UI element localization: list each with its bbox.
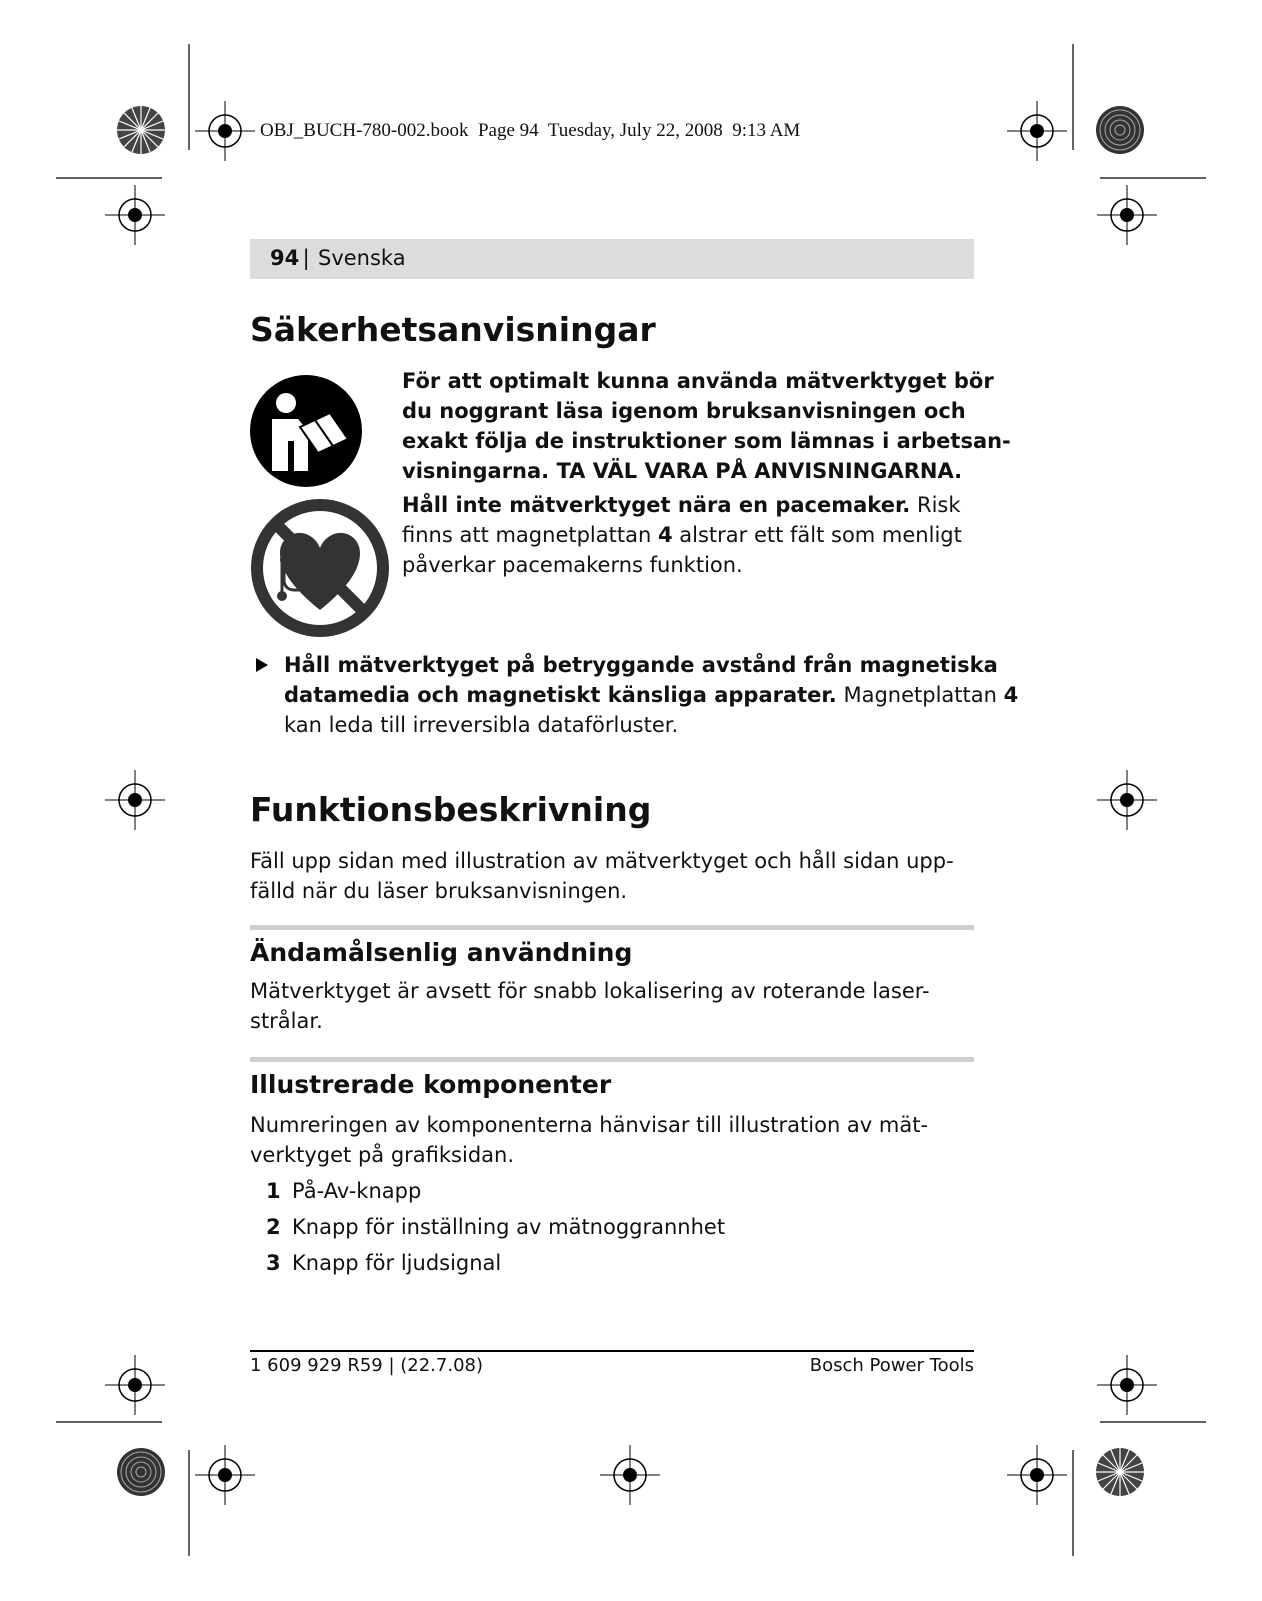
starburst-mark-icon	[115, 104, 167, 156]
footer-doc-number: 1 609 929 R59 | (22.7.08)	[250, 1355, 483, 1376]
component-label: Knapp för ljudsignal	[292, 1251, 502, 1275]
starburst-mark-icon	[1094, 104, 1146, 156]
registration-mark-icon	[1097, 770, 1157, 830]
registration-mark-icon	[105, 770, 165, 830]
components-heading: Illustrerade komponenter	[250, 1070, 612, 1099]
no-pacemaker-icon	[250, 498, 390, 638]
section-rule	[250, 925, 974, 930]
pacemaker-warning-text: Risk	[910, 493, 961, 517]
registration-mark-icon	[195, 1445, 255, 1505]
starburst-mark-icon	[1094, 1446, 1146, 1498]
components-list	[266, 1176, 725, 1278]
footer-rule	[250, 1350, 974, 1352]
print-header: OBJ_BUCH-780-002.book Page 94 Tuesday, July 22, 2008 9:13 AM	[260, 120, 801, 141]
magnetic-warning-text: kan leda till irreversibla dataförluster.	[284, 713, 679, 737]
list-item	[266, 1248, 725, 1278]
bullet-triangle-icon	[256, 658, 268, 672]
page-header-separator: |	[296, 246, 317, 270]
page-header-band	[250, 239, 974, 279]
magnetic-media-warning	[284, 650, 1018, 740]
usage-text: Mätverktyget är avsett för snabb lokalisering av roterande laser- strålar.	[250, 979, 930, 1033]
safety-intro: För att optimalt kunna använda mätverktyget bör du noggrant läsa igenom bruksanvisningen och exakt följa de instruktioner som lämnas i arbetsan- visningarna. TA VÄL VARA PÅ ANVISNINGARNA.	[402, 369, 1011, 483]
usage-heading: Ändamålsenlig användning	[250, 938, 633, 967]
registration-mark-icon	[1007, 101, 1067, 161]
starburst-mark-icon	[115, 1446, 167, 1498]
list-item	[266, 1212, 725, 1242]
component-label: Knapp för inställning av mätnoggrannhet	[292, 1215, 726, 1239]
magnetic-warning-text: Magnetplattan	[836, 683, 1004, 707]
function-text: Fäll upp sidan med illustration av mätverktyget och håll sidan upp- fälld när du läser bruksanvisningen.	[250, 849, 954, 903]
component-number: 1	[266, 1179, 281, 1203]
pacemaker-warning-text: påverkar pacemakerns funktion.	[402, 553, 743, 577]
function-heading: Funktionsbeskrivning	[250, 790, 652, 829]
section-rule	[250, 1057, 974, 1062]
magnetic-warning-bold: Håll mätverktyget på betryggande avstånd från magnetiska	[284, 653, 998, 677]
footer-brand: Bosch Power Tools	[809, 1355, 974, 1376]
pacemaker-warning-text: finns att magnetplattan	[402, 523, 658, 547]
registration-mark-icon	[195, 101, 255, 161]
component-label: På-Av-knapp	[292, 1179, 422, 1203]
registration-mark-icon	[105, 1355, 165, 1415]
list-item	[266, 1176, 725, 1206]
component-number: 2	[266, 1215, 281, 1239]
registration-mark-icon	[600, 1445, 660, 1505]
registration-mark-icon	[1097, 185, 1157, 245]
pacemaker-warning-bold: Håll inte mätverktyget nära en pacemaker.	[402, 493, 911, 517]
page-number: 94	[270, 246, 300, 270]
page-language: Svenska	[318, 246, 406, 270]
registration-mark-icon	[1007, 1445, 1067, 1505]
pacemaker-ref-number: 4	[657, 523, 673, 547]
magnetic-ref-number: 4	[1003, 683, 1019, 707]
registration-mark-icon	[105, 185, 165, 245]
component-number: 3	[266, 1251, 281, 1275]
pacemaker-warning-text: alstrar ett fält som menligt	[672, 523, 962, 547]
pacemaker-warning	[402, 490, 962, 580]
components-text: Numreringen av komponenterna hänvisar till illustration av mät- verktyget på grafiksidan.	[250, 1113, 929, 1167]
magnetic-warning-bold: datamedia och magnetiskt känsliga apparater.	[284, 683, 837, 707]
safety-heading: Säkerhetsanvisningar	[250, 310, 656, 349]
registration-mark-icon	[1097, 1355, 1157, 1415]
read-manual-icon	[250, 375, 362, 487]
